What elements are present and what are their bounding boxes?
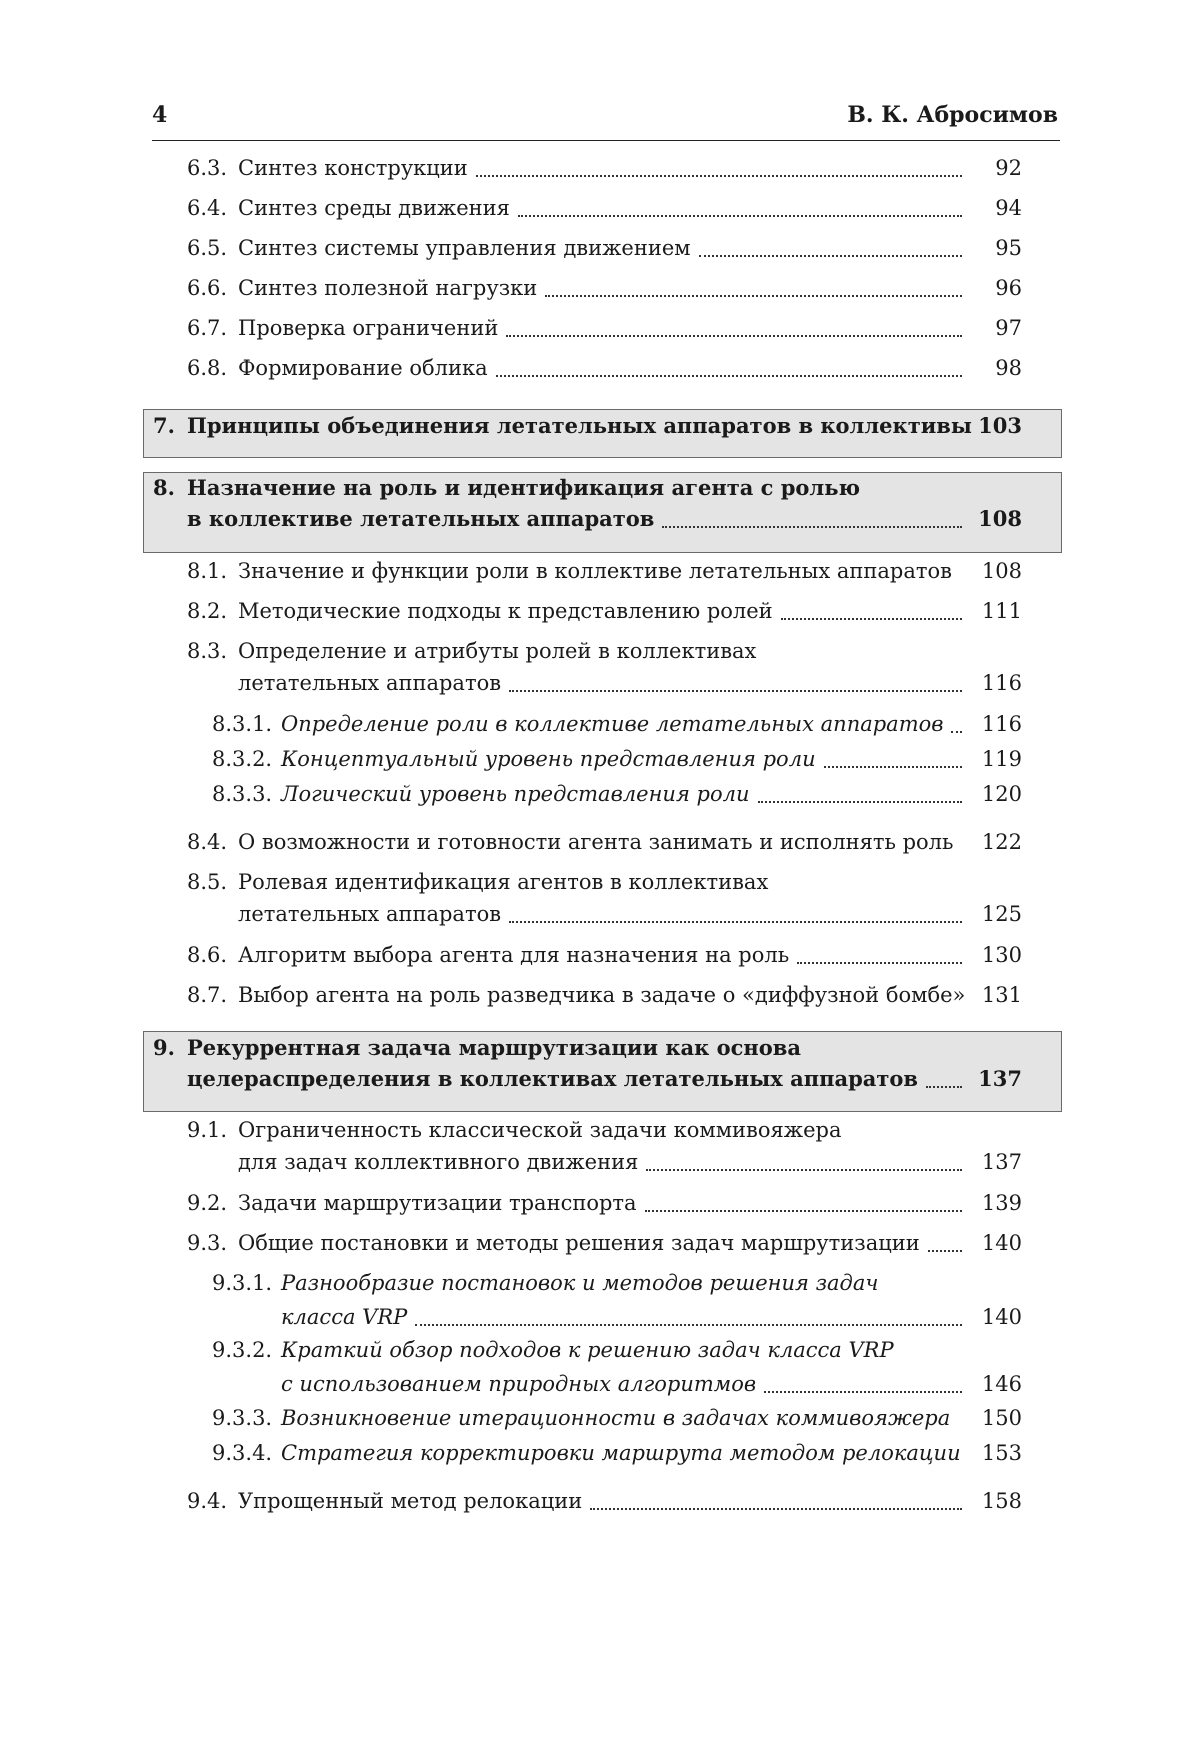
toc-entry-number: 9.4. (187, 1489, 228, 1513)
toc-entry-title: Принципы объединения летательных аппаратов в коллективы (187, 413, 972, 438)
toc-entry-title: О возможности и готовности агента занимать и исполнять роль (238, 830, 954, 854)
toc-page-number: 119 (981, 747, 1022, 771)
toc-section-entry[interactable] (0, 941, 1200, 973)
toc-page-number: 92 (995, 156, 1022, 180)
toc-entry-title: летательных аппаратов (238, 902, 502, 926)
toc-section-entry[interactable] (0, 354, 1200, 386)
toc-page-number: 116 (981, 712, 1022, 736)
dotted-leader (415, 1324, 962, 1326)
toc-subsection-entry[interactable] (0, 1439, 1200, 1473)
toc-entry-title: класса VRP (281, 1305, 408, 1329)
toc-section-entry[interactable] (0, 234, 1200, 266)
toc-page-number: 158 (981, 1489, 1022, 1513)
dotted-leader (509, 921, 962, 923)
toc-page-number: 146 (981, 1372, 1022, 1396)
toc-section-entry[interactable] (0, 981, 1200, 1013)
toc-subsection-entry[interactable] (0, 1404, 1200, 1438)
toc-entry-number: 6.5. (187, 236, 228, 260)
dotted-leader (764, 1391, 962, 1393)
toc-section-entry[interactable] (0, 828, 1200, 860)
toc-page-number: 120 (981, 782, 1022, 806)
dotted-leader (496, 375, 962, 377)
toc-section-entry[interactable] (0, 194, 1200, 226)
toc-chapter-entry[interactable] (0, 1034, 1200, 1096)
toc-entry-title: Упрощенный метод релокации (238, 1489, 583, 1513)
toc-page-number: 137 (978, 1066, 1022, 1091)
toc-entry-number: 6.6. (187, 276, 228, 300)
toc-entry-title: Проверка ограничений (238, 316, 499, 340)
toc-entry-title: Рекуррентная задача маршрутизации как основа (187, 1035, 801, 1060)
toc-entry-number: 8.7. (187, 983, 228, 1007)
toc-entry-number: 9.3.1. (212, 1271, 273, 1295)
toc-section-entry[interactable] (0, 154, 1200, 186)
toc-entry-number: 8.1. (187, 559, 228, 583)
toc-entry-number: 8.6. (187, 943, 228, 967)
toc-entry-title: Синтез среды движения (238, 196, 510, 220)
toc-entry-title: Синтез системы управления движением (238, 236, 691, 260)
toc-entry-title: Определение и атрибуты ролей в коллективах (238, 639, 757, 663)
toc-section-entry[interactable] (0, 274, 1200, 306)
toc-page-number: 96 (995, 276, 1022, 300)
toc-entry-number: 8. (153, 475, 175, 500)
toc-page-number: 150 (981, 1406, 1022, 1430)
toc-chapter-entry[interactable] (0, 412, 1200, 443)
toc-entry-number: 8.2. (187, 599, 228, 623)
toc-page-number: 108 (978, 506, 1022, 531)
toc-section-entry[interactable] (0, 557, 1200, 589)
toc-entry-title: целераспределения в коллективах летательных аппаратов (187, 1066, 918, 1091)
toc-page-number: 111 (981, 599, 1022, 623)
toc-entry-number: 6.8. (187, 356, 228, 380)
toc-section-entry[interactable] (0, 314, 1200, 346)
toc-entry-title: Формирование облика (238, 356, 488, 380)
dotted-leader (476, 175, 962, 177)
toc-page-number: 130 (981, 943, 1022, 967)
toc-entry-number: 6.4. (187, 196, 228, 220)
toc-page-number: 116 (981, 671, 1022, 695)
toc-entry-number: 8.3.3. (212, 782, 273, 806)
toc-entry-number: 9.3.4. (212, 1441, 273, 1465)
toc-entry-title: Ограниченность классической задачи коммивояжера (238, 1118, 842, 1142)
dotted-leader (699, 255, 962, 257)
toc-chapter-entry[interactable] (0, 474, 1200, 536)
toc-section-entry[interactable] (0, 1189, 1200, 1221)
toc-page-number: 122 (981, 830, 1022, 854)
toc-entry-title: Краткий обзор подходов к решению задач класса VRP (281, 1338, 894, 1362)
toc-page-number: 97 (995, 316, 1022, 340)
dotted-leader (781, 618, 962, 620)
toc-entry-title: Методические подходы к представлению ролей (238, 599, 773, 623)
dotted-leader (928, 1250, 962, 1252)
dotted-leader (758, 801, 962, 803)
toc-entry-number: 9. (153, 1035, 175, 1060)
toc-entry-title: Общие постановки и методы решения задач маршрутизации (238, 1231, 920, 1255)
toc-entry-title: Выбор агента на роль разведчика в задаче о «диффузной бомбе» (238, 983, 966, 1007)
toc-entry-number: 8.3.2. (212, 747, 273, 771)
running-author: В. К. Абросимов (847, 102, 1058, 128)
toc-entry-number: 8.3.1. (212, 712, 273, 736)
dotted-leader (518, 215, 962, 217)
toc-entry-number: 9.2. (187, 1191, 228, 1215)
toc-entry-title: Логический уровень представления роли (281, 782, 750, 806)
toc-page-number: 137 (981, 1150, 1022, 1174)
toc-entry-title: Концептуальный уровень представления роли (281, 747, 816, 771)
dotted-leader (662, 526, 962, 528)
toc-entry-number: 8.5. (187, 870, 228, 894)
dotted-leader (797, 962, 962, 964)
toc-page-number: 140 (981, 1231, 1022, 1255)
toc-entry-number: 8.4. (187, 830, 228, 854)
toc-entry-number: 6.3. (187, 156, 228, 180)
running-header (152, 102, 1060, 141)
toc-subsection-entry[interactable] (0, 780, 1200, 814)
toc-page-number: 131 (981, 983, 1022, 1007)
toc-subsection-entry[interactable] (0, 710, 1200, 744)
toc-entry-title: с использованием природных алгоритмов (281, 1372, 757, 1396)
toc-page-number: 108 (981, 559, 1022, 583)
dotted-leader (545, 295, 962, 297)
toc-entry-title: Синтез полезной нагрузки (238, 276, 538, 300)
toc-page-number: 125 (981, 902, 1022, 926)
toc-entry-title: Алгоритм выбора агента для назначения на роль (238, 943, 790, 967)
toc-subsection-entry[interactable] (0, 745, 1200, 779)
toc-section-entry[interactable] (0, 597, 1200, 629)
dotted-leader (951, 731, 962, 733)
toc-entry-number: 6.7. (187, 316, 228, 340)
dotted-leader (926, 1086, 962, 1088)
toc-entry-title: в коллективе летательных аппаратов (187, 506, 655, 531)
toc-entry-number: 9.3. (187, 1231, 228, 1255)
toc-section-entry[interactable] (0, 1116, 1200, 1180)
toc-page-number: 94 (995, 196, 1022, 220)
toc-page-number: 98 (995, 356, 1022, 380)
toc-section-entry[interactable] (0, 1229, 1200, 1261)
toc-page-number: 103 (978, 413, 1022, 438)
dotted-leader (824, 766, 962, 768)
toc-page-number: 95 (995, 236, 1022, 260)
toc-entry-title: Определение роли в коллективе летательных аппаратов (281, 712, 944, 736)
toc-entry-title: Стратегия корректировки маршрута методом релокации (281, 1441, 961, 1465)
toc-section-entry[interactable] (0, 637, 1200, 701)
toc-entry-title: для задач коллективного движения (238, 1150, 639, 1174)
toc-entry-number: 9.3.3. (212, 1406, 273, 1430)
dotted-leader (646, 1169, 962, 1171)
toc-page-number: 140 (981, 1305, 1022, 1329)
toc-section-entry[interactable] (0, 1487, 1200, 1519)
toc-entry-title: летательных аппаратов (238, 671, 502, 695)
toc-entry-title: Назначение на роль и идентификация агента с ролью (187, 475, 861, 500)
dotted-leader (509, 690, 962, 692)
dotted-leader (645, 1210, 962, 1212)
toc-entry-title: Синтез конструкции (238, 156, 468, 180)
toc-entry-number: 9.3.2. (212, 1338, 273, 1362)
toc-entry-number: 9.1. (187, 1118, 228, 1142)
toc-subsection-entry[interactable] (0, 1336, 1200, 1404)
toc-subsection-entry[interactable] (0, 1269, 1200, 1337)
toc-entry-number: 7. (153, 413, 175, 438)
dotted-leader (506, 335, 962, 337)
toc-section-entry[interactable] (0, 868, 1200, 932)
page-number: 4 (152, 102, 168, 128)
toc-entry-title: Возникновение итерационности в задачах коммивояжера (281, 1406, 951, 1430)
dotted-leader (590, 1508, 962, 1510)
toc-entry-title: Разнообразие постановок и методов решения задач (281, 1271, 879, 1295)
toc-entry-title: Значение и функции роли в коллективе летательных аппаратов (238, 559, 952, 583)
toc-page-number: 153 (981, 1441, 1022, 1465)
toc-entry-title: Задачи маршрутизации транспорта (238, 1191, 637, 1215)
toc-page-number: 139 (981, 1191, 1022, 1215)
toc-entry-number: 8.3. (187, 639, 228, 663)
toc-entry-title: Ролевая идентификация агентов в коллективах (238, 870, 769, 894)
